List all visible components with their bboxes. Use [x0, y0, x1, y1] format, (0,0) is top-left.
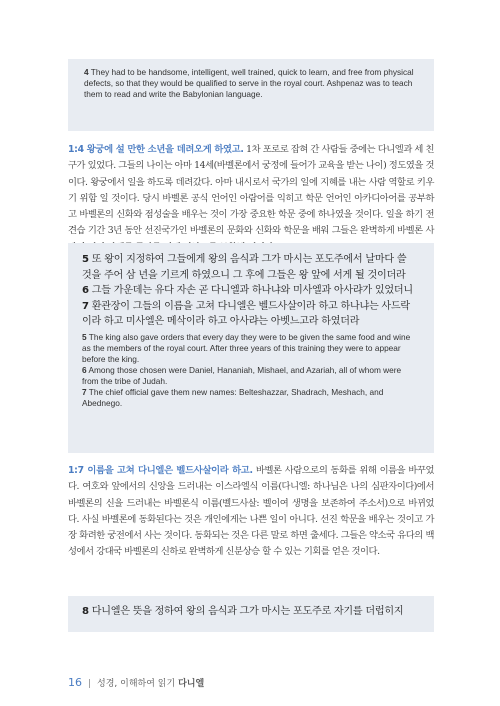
commentary-text: 1차 포로로 잡혀 간 사람들 중에는 다니엘과 세 친구가 있었다. 그들의 나이는 아마 14세(바벨론에서 궁정에 들어가 교육을 받는 나이) 정도였을 것이다. 왕궁에서 일을 하도록 데려갔다. 아마 내시로서 국가의 일에 지혜를 내는 사람 역할로 키우기 위함 일 것이다. 당시 바벨론 공식 언어인 아람어를 익히고 학문 언어인 아카디아어를 공부하고 바벨론의 신화와 점성술을 배우는 것이 가장 중요한 학문 중에 하나였을 것이다. 일을 하기 전 견습 기간 3년 동안 선진국가인 바벨론의 문화와 신화와 학문을 배워 그들은 완벽하게 바벨론 사 — [68, 144, 434, 237]
commentary-1-4 — [68, 142, 434, 256]
korean-verse-line — [82, 252, 420, 268]
verse-number: 6 — [82, 364, 87, 375]
series-title: 성경, 이해하여 읽기 — [97, 679, 176, 689]
verse-text: The chief official gave them new names: Belteshazzar, Shadrach, Meshach, and Abednego. — [82, 386, 384, 408]
verse-number: 8 — [82, 606, 89, 617]
verse-text: 그들 가운데는 유다 자손 곧 다니엘과 하나냐와 미사엘과 아사랴가 있었더니 — [88, 285, 413, 296]
verse-text: 것을 주어 삼 년을 기르게 하였으니 그 후에 그들은 왕 앞에 서게 될 것이더라 — [82, 269, 406, 281]
verse-number: 4 — [84, 67, 89, 77]
verse-text: 다니엘은 뜻을 정하여 왕의 음식과 그가 마시는 포도주로 자기를 더럽히지 — [88, 606, 404, 617]
english-verse — [82, 365, 420, 387]
verse-box-8 — [68, 596, 434, 632]
verse-text: They had to be handsome, intelligent, well trained, quick to learn, and free from physical defects, so that they would be qualified to serve in the royal court. Ashpenaz was to teach them to read and write the Babylonian language. — [84, 67, 414, 99]
verse-number: 6 — [82, 285, 89, 296]
korean-verse-line — [82, 283, 420, 299]
verse-text: 또 왕이 지정하여 그들에게 왕의 음식과 그가 마시는 포도주에서 날마다 쓸 — [88, 254, 407, 265]
commentary-reference: 1:7 이름을 고쳐 다니엘은 벨드사살이라 하고. — [68, 465, 253, 476]
verse-text: 환관장이 그들의 이름을 고쳐 다니엘은 벨드사살이라 하고 하나냐는 사드락 — [88, 300, 410, 312]
korean-verse-line — [82, 604, 420, 620]
verse-number: 7 — [82, 300, 89, 312]
verse-text: 이라 하고 미사엘은 메삭이라 하고 아사랴는 아벳느고라 하였더라 — [82, 316, 360, 327]
commentary-text: 바벨론 사람으로의 동화를 위해 이름을 바꾸었다. 여호와 앞에서의 신앙을 드러내는 이스라엘식 이름(다니엘: 하나님은 나의 심판자이다)에서 바벨론의 신을 드러내는 바벨론식 이름(벨드사살: 벨이여 생명을 보존하여 주소서)으로 바뀌었다. 사실 바벨론에 동화된다는 것은 개인에게는 나쁜 일이 아니다. 선진 학문을 배우는 것이고 가장 화려한 궁전에서 사는 것이다. 동화되는 것은 다른 말로 하면 출세다. 그들은 약소국 유다의 백성에서 강대국 바벨론의 신하로 완벽하게 신분상승 할 수 있는 기회를 얻은 것이다. — [68, 465, 434, 558]
verse-text: Among those chosen were Daniel, Hananiah, Mishael, and Azariah, all of whom were from the tribe of Judah. — [82, 364, 402, 386]
verse-box-english-4 — [68, 59, 434, 131]
english-verses — [82, 332, 420, 409]
verse-box-5-7 — [68, 243, 434, 453]
verse-number: 5 — [82, 331, 87, 342]
korean-verse-line — [82, 314, 420, 330]
commentary-reference: 1:4 왕궁에 설 만한 소년을 데려오게 하였고. — [68, 144, 244, 155]
english-verse — [82, 332, 420, 365]
footer-separator: | — [88, 679, 92, 689]
page-number: 16 — [68, 676, 82, 689]
commentary-1-7 — [68, 463, 434, 561]
verse-number: 5 — [82, 254, 89, 265]
english-verse — [82, 387, 420, 409]
korean-verse-line — [82, 268, 420, 284]
korean-verses — [82, 252, 420, 330]
verse-text: The king also gave orders that every day they were to be given the same food and wine as the members of the royal court. After three years of this training they were to appear before the king. — [82, 331, 411, 364]
book-title: 다니엘 — [178, 679, 205, 689]
verse-number: 7 — [82, 386, 87, 397]
page-footer — [68, 676, 204, 689]
korean-verse-line — [82, 299, 420, 315]
